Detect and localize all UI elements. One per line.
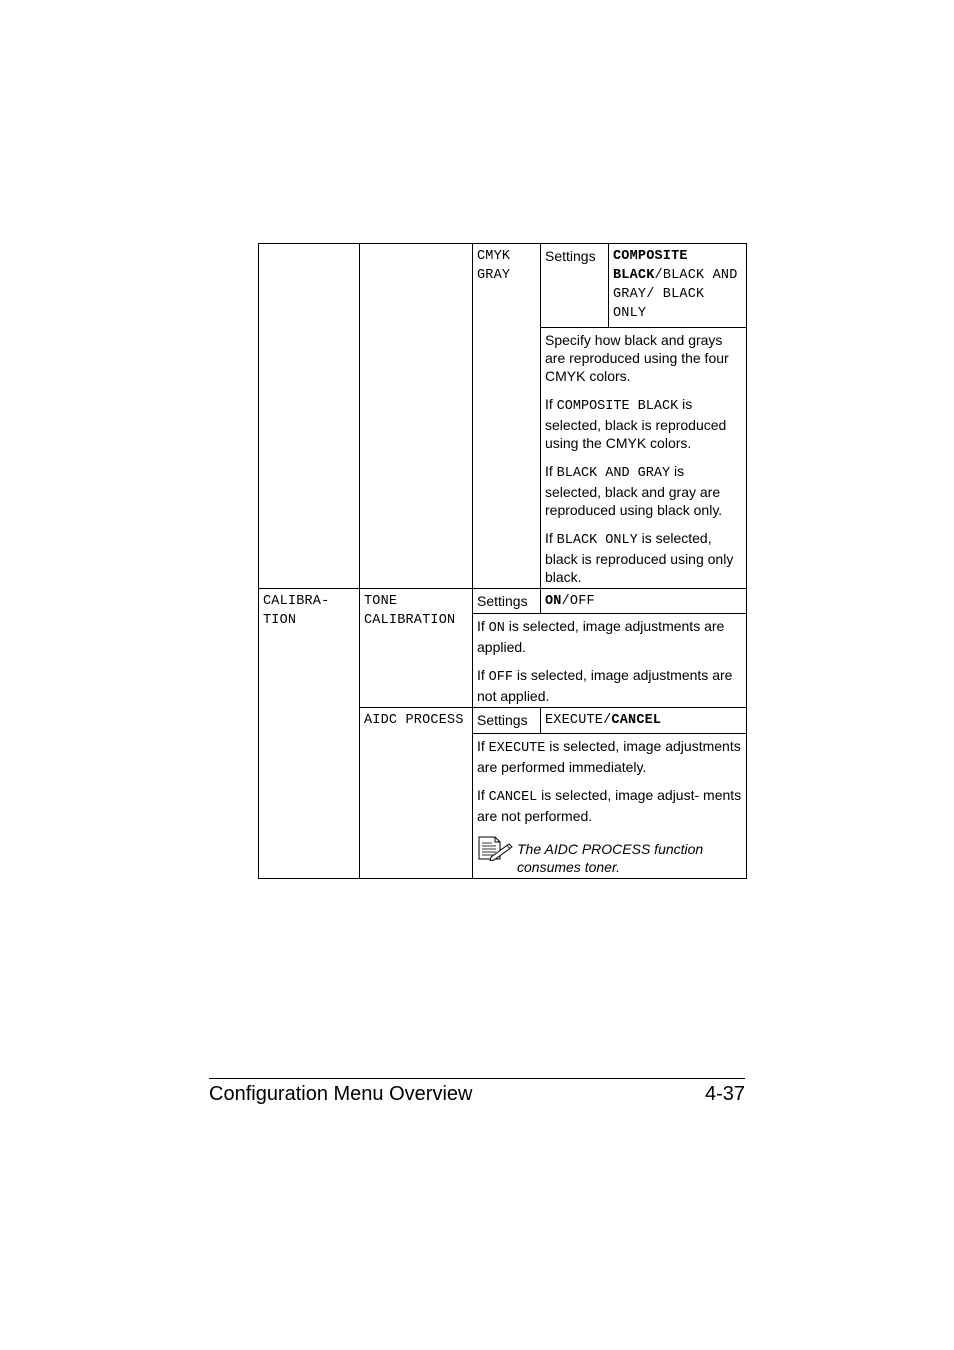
description-text: If bbox=[477, 787, 489, 803]
other-settings: /BLACK AND GRAY/ BLACK ONLY bbox=[613, 268, 738, 321]
menu-item-label: TONE CALIBRATION bbox=[364, 594, 456, 628]
description-paragraph bbox=[477, 666, 742, 705]
description-text: is selected, image adjustments are not applied. bbox=[477, 667, 733, 704]
settings-values bbox=[609, 244, 747, 328]
description-text: is selected, image adjustments are applied. bbox=[477, 618, 725, 655]
settings-label-text: Settings bbox=[477, 593, 528, 609]
description-paragraph bbox=[545, 331, 742, 385]
menu-item-calibration bbox=[259, 589, 360, 879]
menu-item-label: CMYK GRAY bbox=[477, 249, 511, 283]
footer-page-number: 4-37 bbox=[704, 1083, 745, 1105]
menu-item-label: CALIBRA- TION bbox=[263, 594, 330, 628]
description-text: Specify how black and grays are reproduced using the four CMYK colors. bbox=[545, 332, 729, 384]
setting-code: ON bbox=[488, 621, 505, 636]
description-paragraph bbox=[477, 617, 742, 656]
description-text: is selected, image adjustments are performed immediately. bbox=[477, 738, 741, 775]
description-paragraph bbox=[477, 786, 742, 825]
setting-code: EXECUTE bbox=[488, 741, 546, 756]
description-text: If bbox=[545, 530, 557, 546]
settings-label bbox=[473, 589, 541, 614]
description-cell bbox=[541, 328, 747, 589]
default-setting: COMPOSITE BLACK bbox=[613, 249, 688, 283]
settings-values bbox=[541, 708, 747, 734]
description-paragraph bbox=[545, 529, 742, 586]
empty-cell-level1 bbox=[259, 244, 360, 589]
description-text: is selected, black and gray are reproduced using black only. bbox=[545, 463, 723, 518]
description-paragraph bbox=[545, 395, 742, 452]
setting-code: CANCEL bbox=[488, 790, 538, 805]
footer-divider bbox=[209, 1078, 745, 1079]
settings-label bbox=[473, 708, 541, 734]
menu-item-aidc-process bbox=[360, 708, 473, 879]
description-text: If bbox=[545, 463, 557, 479]
settings-label-text: Settings bbox=[477, 712, 528, 728]
config-menu-table bbox=[258, 243, 747, 879]
description-text: If bbox=[545, 396, 557, 412]
setting-code: BLACK ONLY bbox=[556, 533, 638, 548]
description-text: If bbox=[477, 738, 489, 754]
description-text: is selected, black is reproduced using only black. bbox=[545, 530, 734, 585]
setting-code: COMPOSITE BLACK bbox=[556, 399, 679, 414]
settings-values bbox=[541, 589, 747, 614]
menu-item-cmyk-gray bbox=[473, 244, 541, 589]
description-text: If bbox=[477, 667, 489, 683]
note-pencil-icon bbox=[477, 835, 517, 865]
description-paragraph bbox=[477, 737, 742, 776]
footer-section-title: Configuration Menu Overview bbox=[209, 1083, 473, 1105]
settings-label bbox=[541, 244, 609, 328]
description-cell bbox=[473, 734, 747, 879]
description-text: is selected, black is reproduced using the CMYK colors. bbox=[545, 396, 727, 451]
menu-item-tone-calibration bbox=[360, 589, 473, 708]
note bbox=[477, 835, 742, 876]
other-settings: EXECUTE/ bbox=[545, 713, 612, 728]
description-text: If bbox=[477, 618, 489, 634]
description-paragraph bbox=[545, 462, 742, 519]
description-cell bbox=[473, 614, 747, 708]
setting-code: OFF bbox=[488, 670, 513, 685]
empty-cell-level2 bbox=[360, 244, 473, 589]
description-text: is selected, image adjust- ments are not performed. bbox=[477, 787, 742, 824]
setting-code: BLACK AND GRAY bbox=[556, 466, 671, 481]
default-setting: CANCEL bbox=[611, 713, 662, 728]
menu-item-label: AIDC PROCESS bbox=[364, 713, 464, 728]
other-settings: /OFF bbox=[561, 594, 595, 609]
default-setting: ON bbox=[545, 594, 562, 609]
settings-label-text: Settings bbox=[545, 248, 596, 264]
note-text: The AIDC PROCESS function consumes toner. bbox=[517, 841, 704, 875]
